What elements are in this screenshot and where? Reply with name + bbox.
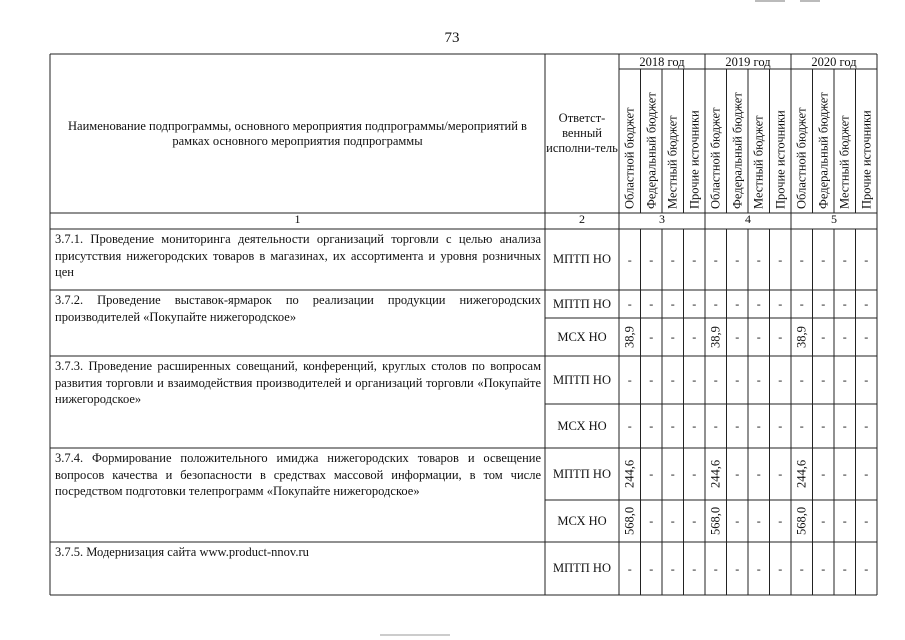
value-dash-cell: - bbox=[799, 373, 804, 387]
table-row-name: 3.7.3. Проведение расширенных совещаний, конференций, круглых столов по вопросам развития торговли и взаимодействия производителей и организаций торговли «Покупайте нижегородское» bbox=[55, 359, 541, 406]
value-dash-cell: - bbox=[864, 467, 869, 481]
responsible-cell: МСХ НО bbox=[557, 329, 607, 344]
value-dash-cell: - bbox=[842, 561, 847, 576]
value-dash-cell: - bbox=[821, 514, 826, 528]
value-dash-cell: - bbox=[864, 252, 869, 267]
value-dash-cell: - bbox=[821, 373, 826, 387]
value-dash-cell: - bbox=[735, 514, 740, 528]
value-dash-cell: - bbox=[735, 252, 740, 267]
value-dash-cell: - bbox=[649, 297, 654, 311]
value-dash-cell: - bbox=[670, 561, 675, 576]
value-dash-cell: - bbox=[778, 419, 783, 433]
scan-mark-top bbox=[800, 0, 820, 2]
value-dash-cell: - bbox=[864, 514, 869, 528]
value-dash-cell: - bbox=[842, 467, 847, 481]
scan-mark-top bbox=[755, 0, 785, 2]
value-dash-cell: - bbox=[627, 419, 632, 433]
column-number: 1 bbox=[294, 212, 301, 226]
value-dash-cell: - bbox=[649, 373, 654, 387]
table-row-name: 3.7.4. Формирование положительного имиджа нижегородских товаров и освещение вопросов качества и безопасности в средствах массовой информации, в том числе посредством подготовки телепрограмм «Покупайте нижегородское» bbox=[55, 451, 541, 498]
value-dash-cell: - bbox=[842, 330, 847, 344]
budget-header: Федеральный бюджет bbox=[729, 92, 744, 209]
value-cell: 38,9 bbox=[794, 326, 809, 348]
value-dash-cell: - bbox=[649, 419, 654, 433]
value-dash-cell: - bbox=[799, 252, 804, 267]
value-dash-cell: - bbox=[713, 252, 718, 267]
value-dash-cell: - bbox=[821, 297, 826, 311]
value-dash-cell: - bbox=[692, 297, 697, 311]
value-dash-cell: - bbox=[778, 373, 783, 387]
value-dash-cell: - bbox=[799, 561, 804, 576]
value-dash-cell: - bbox=[670, 252, 675, 267]
value-dash-cell: - bbox=[778, 561, 783, 576]
value-dash-cell: - bbox=[778, 330, 783, 344]
budget-header: Местный бюджет bbox=[751, 115, 766, 209]
value-dash-cell: - bbox=[842, 297, 847, 311]
value-dash-cell: - bbox=[756, 514, 761, 528]
value-dash-cell: - bbox=[713, 297, 718, 311]
value-dash-cell: - bbox=[649, 561, 654, 576]
value-dash-cell: - bbox=[692, 330, 697, 344]
value-dash-cell: - bbox=[670, 297, 675, 311]
scan-mark-bottom bbox=[380, 634, 450, 636]
value-dash-cell: - bbox=[778, 252, 783, 267]
value-dash-cell: - bbox=[735, 419, 740, 433]
value-dash-cell: - bbox=[735, 467, 740, 481]
value-dash-cell: - bbox=[821, 252, 826, 267]
value-dash-cell: - bbox=[627, 373, 632, 387]
value-dash-cell: - bbox=[756, 373, 761, 387]
value-dash-cell: - bbox=[692, 467, 697, 481]
value-dash-cell: - bbox=[670, 330, 675, 344]
value-dash-cell: - bbox=[756, 297, 761, 311]
value-dash-cell: - bbox=[842, 373, 847, 387]
table-row-name: 3.7.5. Модернизация сайта www.product-nnov.ru bbox=[55, 545, 309, 559]
year-header: 2020 год bbox=[811, 55, 857, 69]
value-dash-cell: - bbox=[756, 467, 761, 481]
budget-header: Областной бюджет bbox=[622, 107, 637, 209]
value-dash-cell: - bbox=[821, 561, 826, 576]
value-dash-cell: - bbox=[713, 419, 718, 433]
value-dash-cell: - bbox=[821, 330, 826, 344]
value-dash-cell: - bbox=[821, 419, 826, 433]
responsible-cell: МПТП НО bbox=[553, 296, 611, 311]
value-dash-cell: - bbox=[735, 373, 740, 387]
value-cell: 568,0 bbox=[794, 506, 809, 536]
value-dash-cell: - bbox=[713, 561, 718, 576]
value-dash-cell: - bbox=[627, 297, 632, 311]
value-dash-cell: - bbox=[778, 467, 783, 481]
value-dash-cell: - bbox=[670, 514, 675, 528]
budget-header: Прочие источники bbox=[858, 110, 873, 209]
value-dash-cell: - bbox=[735, 561, 740, 576]
value-dash-cell: - bbox=[864, 419, 869, 433]
value-cell: 568,0 bbox=[622, 506, 637, 536]
column-number: 2 bbox=[579, 212, 585, 226]
responsible-cell: МСХ НО bbox=[557, 513, 607, 528]
value-dash-cell: - bbox=[692, 373, 697, 387]
column-number: 5 bbox=[831, 212, 837, 226]
value-dash-cell: - bbox=[649, 330, 654, 344]
budget-header: Федеральный бюджет bbox=[643, 92, 658, 209]
value-dash-cell: - bbox=[756, 330, 761, 344]
year-header: 2019 год bbox=[725, 55, 771, 69]
value-dash-cell: - bbox=[842, 514, 847, 528]
value-cell: 38,9 bbox=[622, 326, 637, 348]
value-cell: 38,9 bbox=[708, 326, 723, 348]
header-responsible-column: Ответст-венный исполни-тель bbox=[546, 111, 618, 155]
value-dash-cell: - bbox=[842, 419, 847, 433]
responsible-cell: МПТП НО bbox=[553, 252, 611, 266]
value-dash-cell: - bbox=[735, 297, 740, 311]
value-dash-cell: - bbox=[692, 561, 697, 576]
table-row-name: 3.7.2. Проведение выставок-ярмарок по реализации продукции нижегородских производителей «Покупайте нижегородское» bbox=[55, 293, 541, 324]
column-number: 3 bbox=[659, 212, 665, 226]
value-dash-cell: - bbox=[649, 252, 654, 267]
value-dash-cell: - bbox=[627, 561, 632, 576]
value-dash-cell: - bbox=[670, 467, 675, 481]
year-header: 2018 год bbox=[639, 55, 685, 69]
column-number: 4 bbox=[745, 212, 751, 226]
value-dash-cell: - bbox=[799, 297, 804, 311]
value-dash-cell: - bbox=[649, 514, 654, 528]
budget-header: Местный бюджет bbox=[837, 115, 852, 209]
value-cell: 244,6 bbox=[708, 459, 723, 489]
value-dash-cell: - bbox=[735, 330, 740, 344]
budget-header: Федеральный бюджет bbox=[815, 92, 830, 209]
value-dash-cell: - bbox=[627, 252, 632, 267]
value-dash-cell: - bbox=[778, 514, 783, 528]
value-cell: 244,6 bbox=[794, 459, 809, 489]
value-dash-cell: - bbox=[864, 373, 869, 387]
value-dash-cell: - bbox=[649, 467, 654, 481]
responsible-cell: МПТП НО bbox=[553, 372, 611, 387]
budget-header: Прочие источники bbox=[686, 110, 701, 209]
budget-header: Прочие источники bbox=[772, 110, 787, 209]
value-dash-cell: - bbox=[756, 419, 761, 433]
value-dash-cell: - bbox=[842, 252, 847, 267]
page-number: 73 bbox=[444, 30, 460, 46]
value-dash-cell: - bbox=[692, 514, 697, 528]
value-cell: 244,6 bbox=[622, 459, 637, 489]
value-dash-cell: - bbox=[756, 561, 761, 576]
value-dash-cell: - bbox=[670, 419, 675, 433]
value-dash-cell: - bbox=[778, 297, 783, 311]
value-dash-cell: - bbox=[670, 373, 675, 387]
value-dash-cell: - bbox=[692, 419, 697, 433]
table-row-name: 3.7.1. Проведение мониторинга деятельности организаций торговли с целью анализа присутствия нижегородских товаров в магазинах, их ассортимента и уровня розничных цен bbox=[55, 232, 541, 279]
responsible-cell: МСХ НО bbox=[557, 418, 607, 433]
value-cell: 568,0 bbox=[708, 506, 723, 536]
budget-header: Областной бюджет bbox=[708, 107, 723, 209]
value-dash-cell: - bbox=[864, 297, 869, 311]
value-dash-cell: - bbox=[799, 419, 804, 433]
value-dash-cell: - bbox=[821, 467, 826, 481]
budget-header: Областной бюджет bbox=[794, 107, 809, 209]
value-dash-cell: - bbox=[864, 330, 869, 344]
value-dash-cell: - bbox=[692, 252, 697, 267]
header-name-column: Наименование подпрограммы, основного мероприятия подпрограммы/мероприятий в рамках основного мероприятия подпрограммы bbox=[68, 118, 527, 148]
value-dash-cell: - bbox=[756, 252, 761, 267]
budget-header: Местный бюджет bbox=[665, 115, 680, 209]
value-dash-cell: - bbox=[713, 373, 718, 387]
responsible-cell: МПТП НО bbox=[553, 466, 611, 481]
value-dash-cell: - bbox=[864, 561, 869, 576]
responsible-cell: МПТП НО bbox=[553, 561, 611, 575]
